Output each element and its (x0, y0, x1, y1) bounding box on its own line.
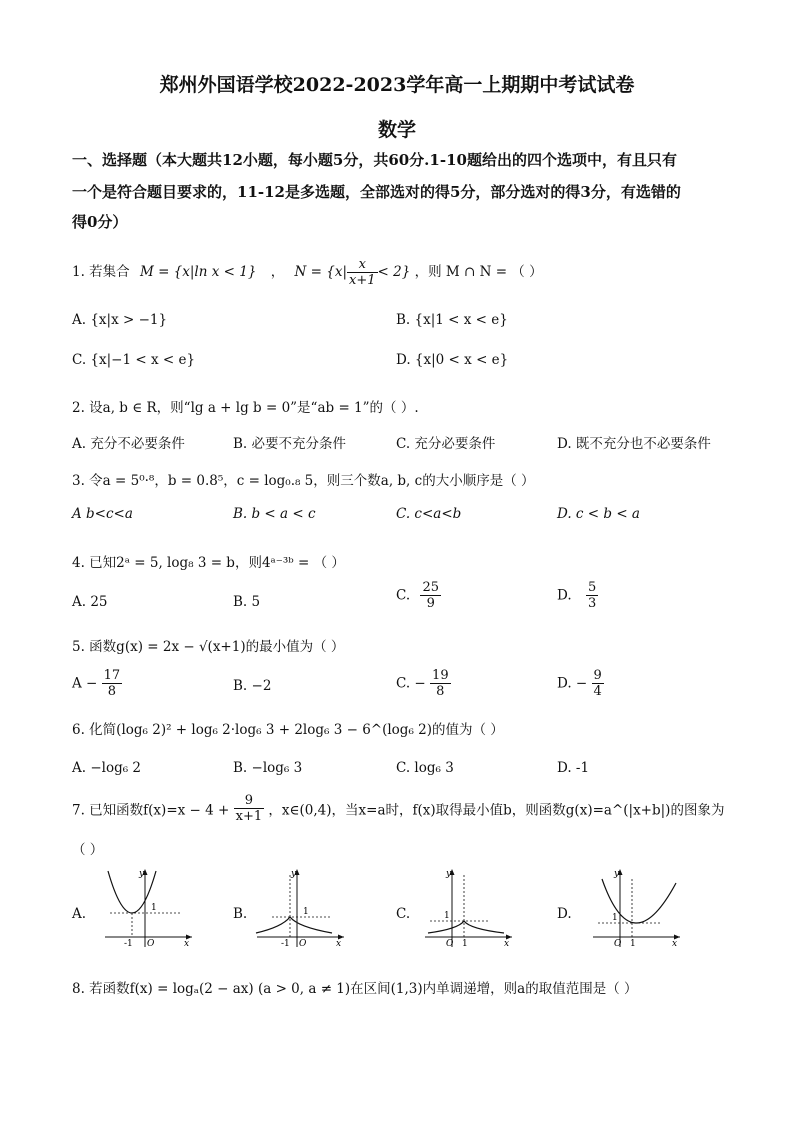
tick-one-x: 1 (462, 939, 468, 949)
question-7-stem-line-2: （ ） (72, 842, 104, 858)
tick-one: 1 (303, 907, 309, 917)
q7-graph-c (420, 865, 515, 950)
q2-option-c[interactable]: C. 充分必要条件 (396, 436, 496, 452)
q2-option-d[interactable]: D. 既不充分也不必要条件 (557, 436, 711, 452)
q1-set-m: M = {x|ln x < 1} (139, 264, 257, 280)
question-6-stem: 6. 化简(log₆ 2)² + log₆ 2·log₆ 3 + 2log₆ 3 − 6^(log₆ 2)的值为（ ） (72, 722, 504, 738)
q2-option-b[interactable]: B. 必要不充分条件 (233, 436, 347, 452)
q1-set-n-right: < 2} (377, 264, 411, 280)
q7-graph-b (252, 865, 347, 950)
y-label: y (139, 869, 145, 879)
q2-option-a[interactable]: A. 充分不必要条件 (72, 436, 185, 452)
question-5-stem: 5. 函数g(x) = 2x − √(x+1)的最小值为（ ） (72, 639, 345, 655)
x-label: x (504, 939, 510, 949)
tick-one-y: 1 (612, 913, 618, 923)
q7-option-c[interactable]: C. (396, 906, 411, 922)
q7-graph-d (588, 865, 683, 950)
section-instruction-line-3: 得0分） (72, 213, 128, 231)
q5-option-b[interactable]: B. −2 (233, 678, 272, 694)
curve (256, 917, 332, 933)
x-label: x (184, 939, 190, 949)
q1-option-c[interactable]: C. {x|−1 < x < e} (72, 352, 196, 368)
origin-label: O (299, 939, 307, 949)
y-label: y (446, 869, 452, 879)
q4-option-b[interactable]: B. 5 (233, 594, 261, 610)
question-7-stem: 7. 已知函数f(x)=x − 4 + $\frac{9}{x+1}$ ，x∈(0,4)，当x=a时，f(x)取得最小值b，则函数g(x)=a^(|x+b|)的图象为 (72, 793, 725, 824)
q1-option-a[interactable]: A. {x|x > −1} (72, 312, 168, 328)
exam-title: 郑州外国语学校2022-2023学年高一上期期中考试试卷 (159, 74, 635, 96)
q5-option-c[interactable]: C. − $\frac{19}{8}$ (396, 668, 449, 699)
q5-option-a[interactable]: A − $\frac{17}{8}$ (72, 668, 121, 699)
q1-set-n-fraction: $\frac{x}{x+1}$ (349, 257, 376, 288)
tick-neg-one: -1 (124, 939, 133, 949)
q6-option-c[interactable]: C. log₆ 3 (396, 760, 454, 776)
tick-neg-one: -1 (281, 939, 290, 949)
origin-label: O (614, 939, 622, 949)
q1-option-d[interactable]: D. {x|0 < x < e} (396, 352, 509, 368)
q1-option-b[interactable]: B. {x|1 < x < e} (396, 312, 508, 328)
q1-prefix: 1. 若集合 (72, 264, 130, 280)
question-8-stem: 8. 若函数f(x) = logₐ(2 − ax) (a > 0, a ≠ 1)在区间(1,3)内单调递增，则a的取值范围是（ ） (72, 981, 638, 997)
q6-option-a[interactable]: A. −log₆ 2 (72, 760, 142, 776)
curve (428, 921, 504, 933)
q1-suffix: ，则 M ∩ N = （ ） (414, 264, 543, 280)
question-2-stem: 2. 设a, b ∈ R，则“lg a + lg b = 0”是“ab = 1”的（ ）. (72, 400, 419, 416)
q4-option-a[interactable]: A. 25 (72, 594, 108, 610)
q6-option-d[interactable]: D. -1 (557, 760, 590, 776)
q7-prefix: 7. 已知函数f(x)=x − 4 + (72, 802, 230, 819)
q3-option-a[interactable]: A b<c<a (72, 506, 133, 522)
x-label: x (672, 939, 678, 949)
q7-option-a[interactable]: A. (72, 906, 87, 922)
tick-one-y: 1 (444, 911, 450, 921)
q7-option-d[interactable]: D. (557, 906, 572, 922)
question-3-stem: 3. 令a = 5⁰·⁸，b = 0.8⁵，c = log₀.₈ 5，则三个数a, b, c的大小顺序是（ ） (72, 473, 535, 489)
q3-option-c[interactable]: C. c<a<b (396, 506, 462, 522)
section-instruction-line-2: 一个是符合题目要求的，11-12是多选题，全部选对的得5分，部分选对的得3分，有选错的 (72, 183, 681, 201)
tick-one: 1 (151, 903, 157, 913)
question-4-stem: 4. 已知2ᵃ = 5, log₈ 3 = b，则4ᵃ⁻³ᵇ = （ ） (72, 555, 345, 571)
question-1-stem: 1. 若集合 M = {x|ln x < 1} ， N = {x| $\frac{x}{x+1}$ < 2} ，则 M ∩ N = （ ） (72, 257, 543, 288)
q3-option-d[interactable]: D. c < b < a (557, 506, 640, 522)
section-instruction-line-1: 一、选择题（本大题共12小题，每小题5分，共60分.1-10题给出的四个选项中，有且只有 (72, 151, 677, 169)
y-label: y (291, 869, 297, 879)
y-label: y (614, 869, 620, 879)
curve (108, 871, 156, 913)
q6-option-b[interactable]: B. −log₆ 3 (233, 760, 303, 776)
q7-option-b[interactable]: B. (233, 906, 248, 922)
x-label: x (336, 939, 342, 949)
origin-label: O (446, 939, 454, 949)
q3-option-b[interactable]: B. b < a < c (233, 506, 316, 522)
q5-option-d[interactable]: D. − $\frac{9}{4}$ (557, 668, 602, 699)
tick-one-x: 1 (630, 939, 636, 949)
q7-graph-a (100, 865, 195, 950)
q7-suffix: ，x∈(0,4)，当x=a时，f(x)取得最小值b，则函数g(x)=a^(|x+b|)的图象为 (268, 802, 725, 819)
subject-title: 数学 (377, 119, 416, 141)
q4-option-d[interactable]: D. $\frac{5}{3}$ (557, 580, 597, 611)
q1-set-n-left: N = {x| (294, 264, 347, 280)
q4-option-c[interactable]: C. $\frac{25}{9}$ (396, 580, 439, 611)
origin-label: O (147, 939, 155, 949)
